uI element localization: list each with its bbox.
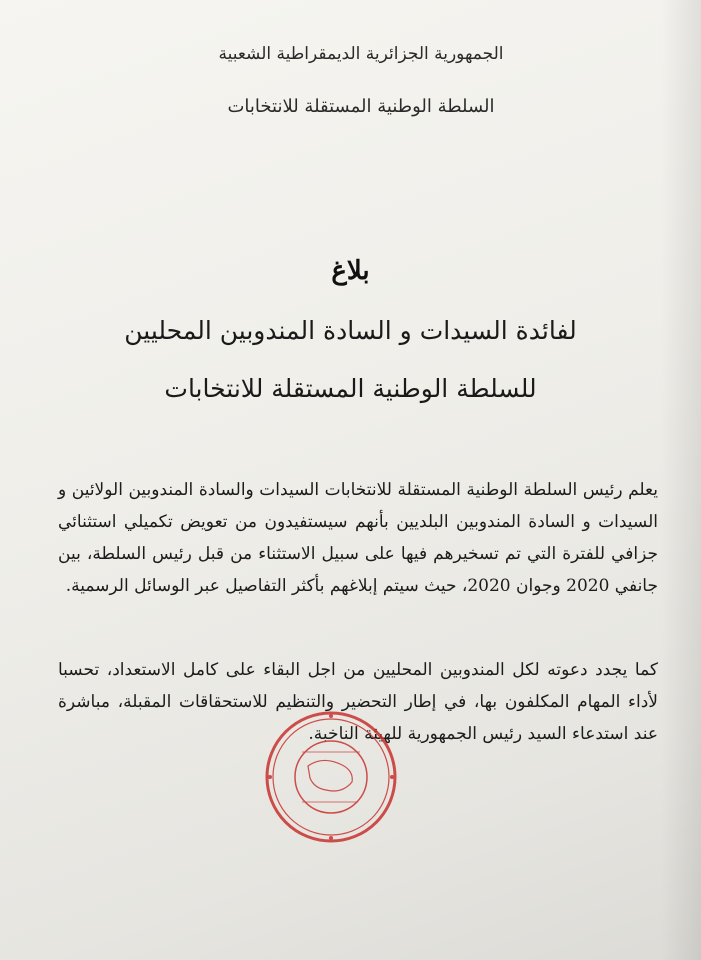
- subtitle-line-2: للسلطة الوطنية المستقلة للانتخابات: [164, 374, 537, 403]
- body-paragraph-1: يعلم رئيس السلطة الوطنية المستقلة للانتخابات السيدات والسادة المندوبين الولائين و السيدات و السادة المندوبين البلديين بأنهم سيستفيدون من تعويض تكميلي استثنائي جزافي للفترة التي تم تسخيرهم فيها على سبيل الاستثناء من قبل رئيس السلطة، بين جانفي 2020 وجوان 2020، حيث سيتم إبلاغهم بأكثر التفاصيل عبر الوسائل الرسمية.: [58, 480, 658, 596]
- header-republic: الجمهورية الجزائرية الديمقراطية الشعبية: [218, 44, 504, 64]
- subtitle-line-1: لفائدة السيدات و السادة المندوبين المحليين: [124, 316, 577, 345]
- header-authority: السلطة الوطنية المستقلة للانتخابات: [227, 96, 495, 117]
- page-shadow: [661, 0, 701, 960]
- document-title: بلاغ: [331, 256, 370, 286]
- body-paragraph-2: كما يجدد دعوته لكل المندوبين المحليين من اجل البقاء على كامل الاستعداد، تحسبا لأداء المهام المكلفون بها، في إطار التحضير والتنظيم للاستحقاقات المقبلة، مباشرة عند استدعاء السيد رئيس الجمهورية للهيئة الناخبة.: [58, 660, 658, 744]
- official-stamp-icon: [262, 708, 400, 846]
